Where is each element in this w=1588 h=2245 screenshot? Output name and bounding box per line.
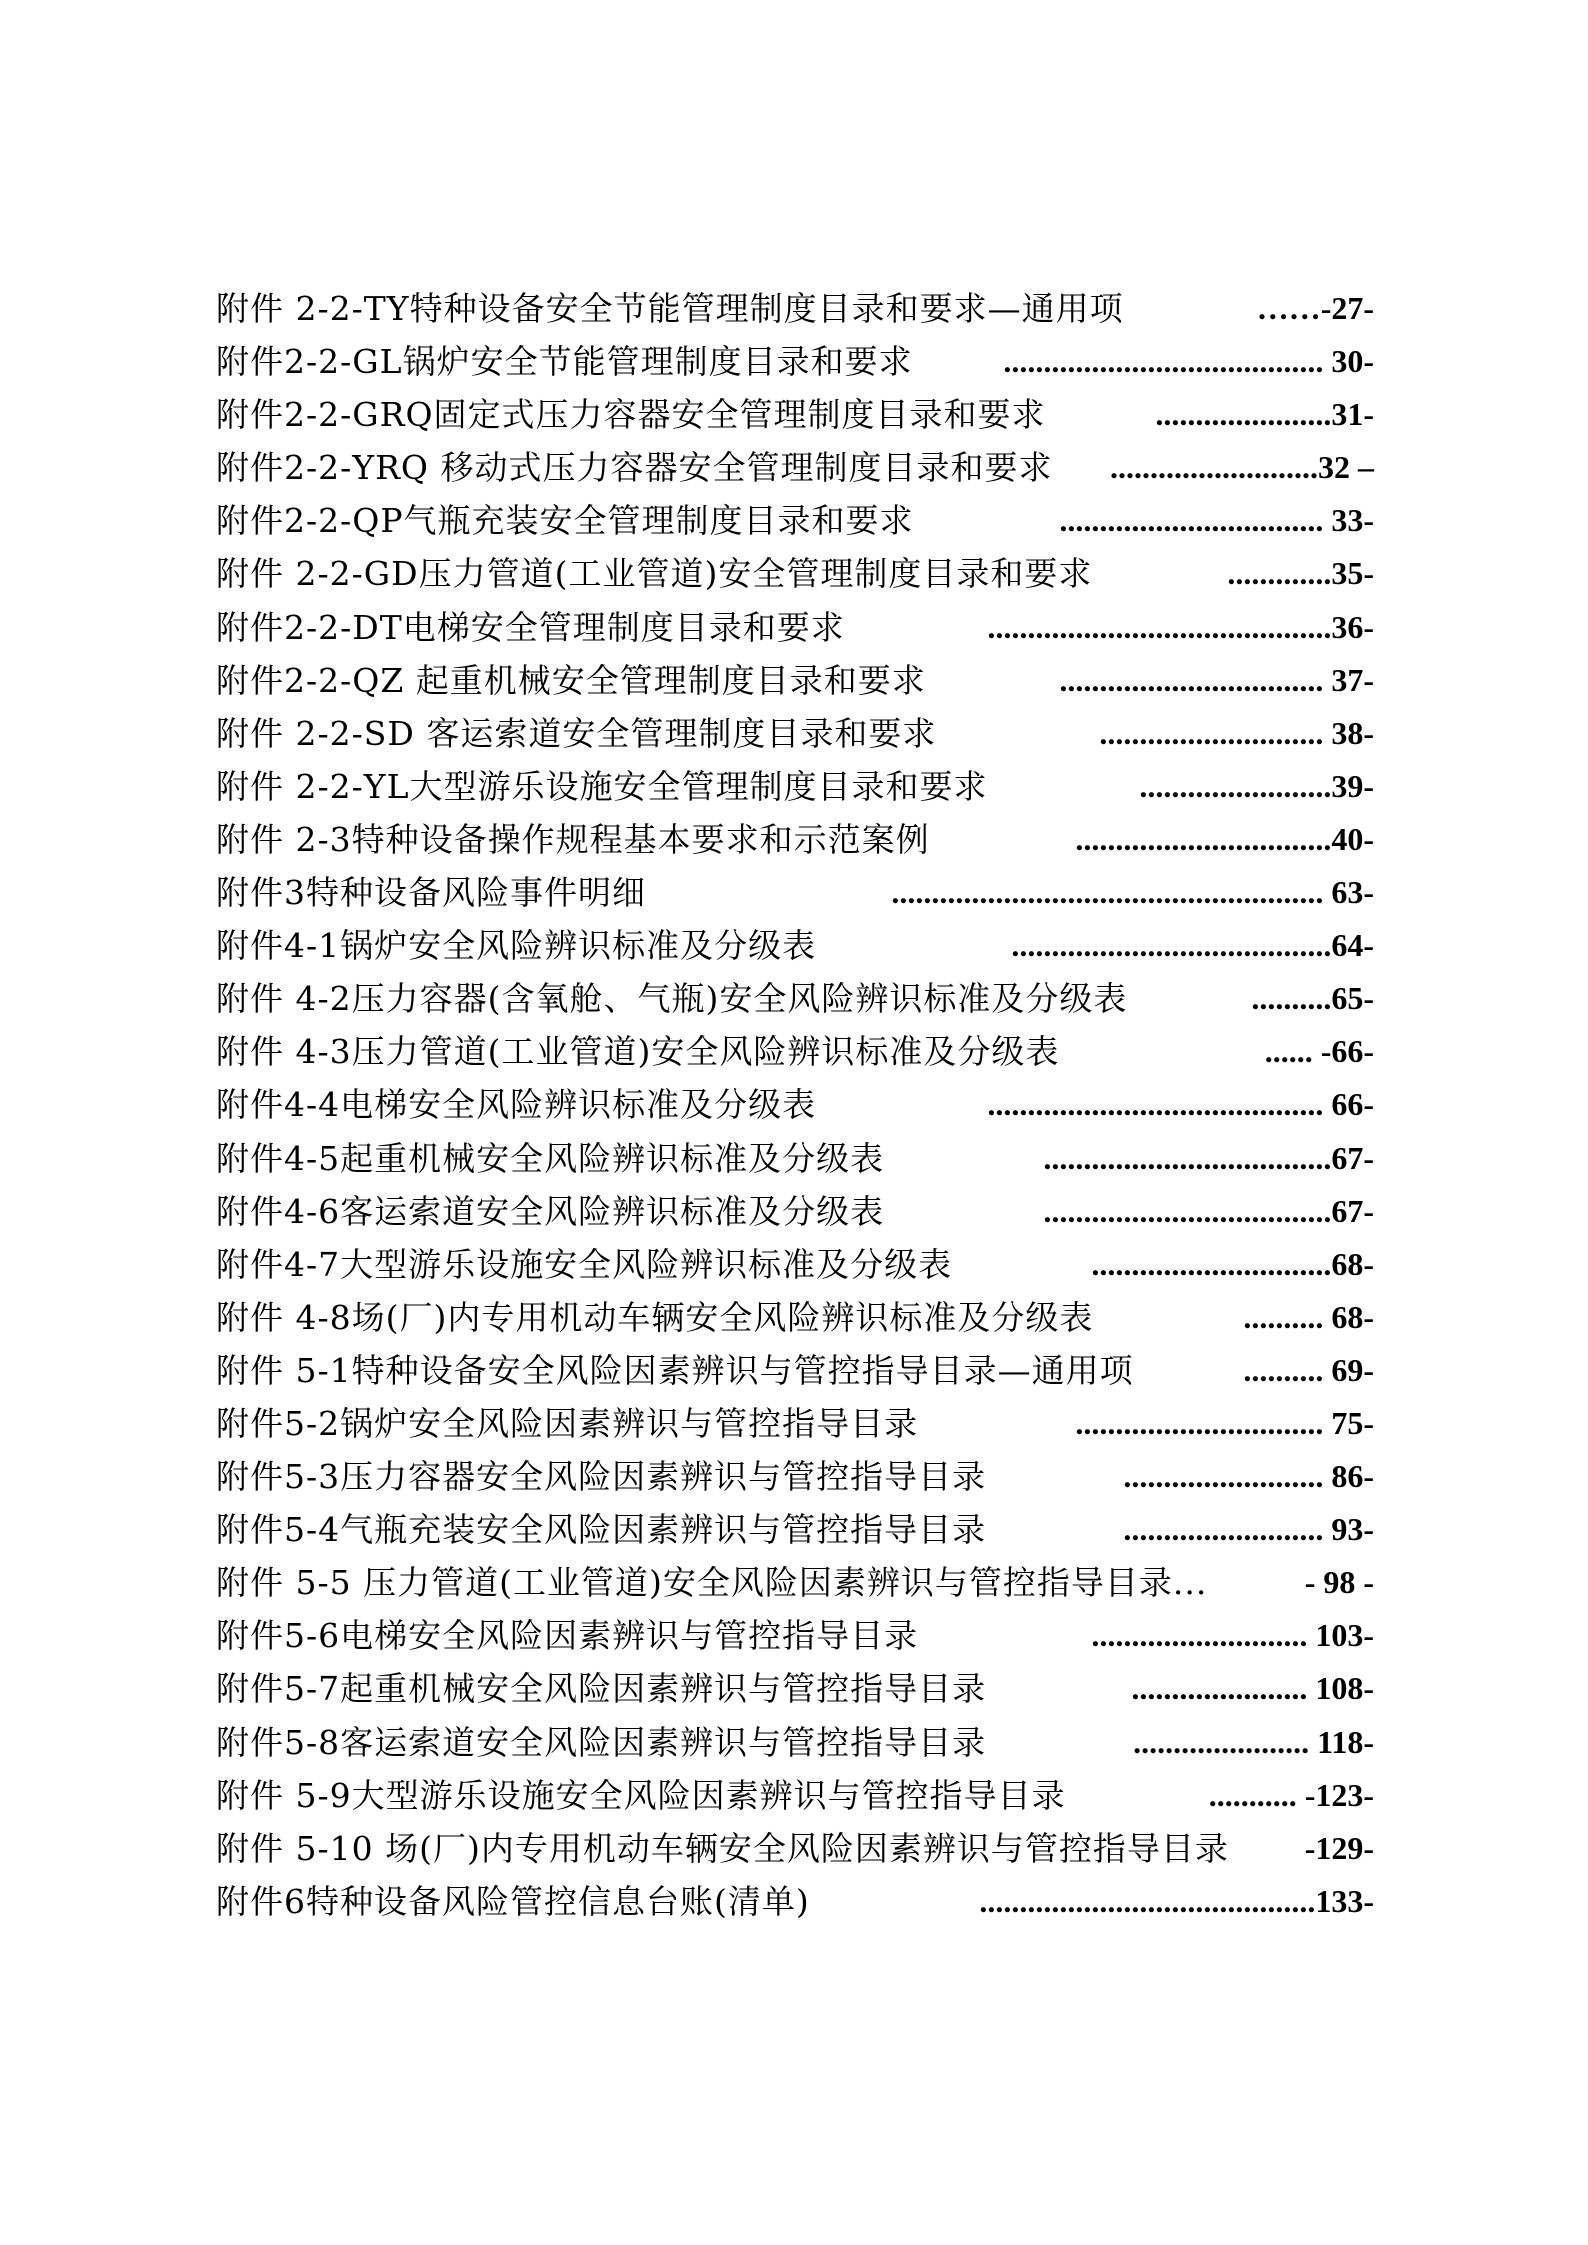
toc-entry-page-number: ........................39- (1139, 767, 1374, 804)
toc-entry-title: 附件5-2锅炉安全风险因素辨识与管控指导目录 (216, 1403, 919, 1443)
toc-entry-page-number: ................................. 33- (1059, 502, 1374, 539)
toc-entry[interactable] (216, 654, 1396, 707)
toc-entry-page-number: ....................................67- (1043, 1139, 1374, 1176)
toc-entry-title: 附件 4-3压力管道(工业管道)安全风险辨识标准及分级表 (216, 1032, 1060, 1072)
toc-entry[interactable] (216, 1450, 1396, 1503)
toc-entry-title: 附件 4-2压力容器(含氧舱、气瓶)安全风险辨识标准及分级表 (216, 979, 1128, 1019)
toc-entry[interactable] (216, 972, 1396, 1025)
toc-entry[interactable] (216, 388, 1396, 441)
toc-entry[interactable] (216, 282, 1396, 335)
toc-entry-title: 附件 2-2-SD 客运索道安全管理制度目录和要求 (216, 713, 937, 753)
toc-entry-title: 附件2-2-GRQ固定式压力容器安全管理制度目录和要求 (216, 395, 1046, 435)
toc-entry-title: 附件4-7大型游乐设施安全风险辨识标准及分级表 (216, 1244, 953, 1284)
toc-entry-title: 附件5-4气瓶充装安全风险因素辨识与管控指导目录 (216, 1510, 987, 1550)
toc-entry-page-number: ..........................................133- (979, 1882, 1374, 1919)
toc-entry[interactable] (216, 919, 1396, 972)
toc-entry-page-number: ......................... 86- (1123, 1458, 1374, 1495)
toc-entry-page-number: ..........................32 – (1110, 449, 1374, 486)
toc-entry[interactable] (216, 1185, 1396, 1238)
toc-entry-title: 附件2-2-YRQ 移动式压力容器安全管理制度目录和要求 (216, 448, 1053, 488)
toc-entry-page-number: ...... -66- (1264, 1033, 1374, 1070)
toc-entry[interactable] (216, 1875, 1396, 1928)
toc-entry-page-number: .......... 69- (1243, 1351, 1374, 1388)
toc-entry-title: 附件4-1锅炉安全风险辨识标准及分级表 (216, 926, 817, 966)
toc-entry[interactable] (216, 601, 1396, 654)
toc-entry-page-number: .......... 68- (1243, 1298, 1374, 1335)
toc-entry-page-number: ................................40- (1075, 820, 1374, 857)
toc-entry-title: 附件6特种设备风险管控信息台账(清单) (216, 1881, 810, 1921)
toc-entry[interactable] (216, 866, 1396, 919)
toc-entry-page-number: ...................................................... 63- (891, 874, 1374, 911)
toc-entry-title: 附件 2-2-TY特种设备安全节能管理制度目录和要求—通用项 (216, 289, 1124, 328)
toc-entry-title: 附件2-2-DT电梯安全管理制度目录和要求 (216, 607, 845, 647)
toc-entry[interactable] (216, 707, 1396, 760)
toc-entry[interactable] (216, 1344, 1396, 1397)
toc-entry-page-number: ...................... 108- (1131, 1670, 1374, 1707)
toc-entry-page-number: ..........65- (1251, 980, 1374, 1017)
toc-entry[interactable] (216, 1132, 1396, 1185)
toc-entry-title: 附件 4-8场(厂)内专用机动车辆安全风险辨识标准及分级表 (216, 1297, 1094, 1337)
toc-entry[interactable] (216, 760, 1396, 813)
toc-entry[interactable] (216, 1291, 1396, 1344)
toc-entry-title: 附件5-7起重机械安全风险因素辨识与管控指导目录 (216, 1669, 987, 1709)
toc-entry-page-number: ..............................68- (1091, 1245, 1374, 1282)
toc-entry-page-number: ............................ 38- (1099, 714, 1374, 751)
toc-entry-title: 附件4-6客运索道安全风险辨识标准及分级表 (216, 1191, 885, 1231)
toc-entry-page-number: ...........................................36- (987, 608, 1374, 645)
toc-entry-page-number: .............35- (1227, 555, 1374, 592)
toc-entry-title: 附件 2-3特种设备操作规程基本要求和示范案例 (216, 819, 930, 859)
toc-entry-page-number: ........................................ 30- (1003, 343, 1374, 380)
toc-entry-title: 附件 2-2-GD压力管道(工业管道)安全管理制度目录和要求 (216, 554, 1093, 594)
toc-entry-title: 附件5-8客运索道安全风险因素辨识与管控指导目录 (216, 1722, 987, 1762)
toc-entry[interactable] (216, 335, 1396, 388)
toc-entry-page-number: ……-27- (1256, 290, 1374, 326)
toc-entry-title: 附件2-2-QP气瓶充装安全管理制度目录和要求 (216, 501, 914, 541)
toc-entry-page-number: ........... -123- (1208, 1776, 1374, 1813)
toc-entry-page-number: ............................... 75- (1075, 1404, 1374, 1441)
toc-entry[interactable] (216, 1025, 1396, 1078)
toc-entry-page-number: ................................. 37- (1059, 661, 1374, 698)
toc-entry-title: 附件2-2-QZ 起重机械安全管理制度目录和要求 (216, 660, 926, 700)
toc-entry-page-number: - 98 - (1304, 1564, 1374, 1601)
toc-entry-title: 附件2-2-GL锅炉安全节能管理制度目录和要求 (216, 342, 913, 382)
toc-entry-title: 附件3特种设备风险事件明细 (216, 873, 646, 913)
toc-entry[interactable] (216, 1397, 1396, 1450)
toc-entry-title: 附件 5-1特种设备安全风险因素辨识与管控指导目录—通用项 (216, 1350, 1134, 1390)
toc-entry[interactable] (216, 1822, 1396, 1875)
toc-entry[interactable] (216, 813, 1396, 866)
toc-entry-title: 附件5-6电梯安全风险因素辨识与管控指导目录 (216, 1616, 919, 1656)
toc-entry-page-number: ........................... 103- (1091, 1617, 1374, 1654)
toc-entry[interactable] (216, 1078, 1396, 1131)
toc-entry-page-number: .......................................... 66- (987, 1086, 1374, 1123)
toc-entry[interactable] (216, 1238, 1396, 1291)
toc-entry-title: 附件 5-10 场(厂)内专用机动车辆安全风险因素辨识与管控指导目录 (216, 1828, 1229, 1868)
toc-entry[interactable] (216, 547, 1396, 600)
toc-entry[interactable] (216, 1769, 1396, 1822)
toc-entry-page-number: ........................................64- (1011, 927, 1374, 964)
toc-entry[interactable] (216, 1609, 1396, 1662)
toc-entry-title: 附件4-5起重机械安全风险辨识标准及分级表 (216, 1138, 885, 1178)
toc-entry[interactable] (216, 441, 1396, 494)
toc-entry-page-number: ......................... 93- (1123, 1511, 1374, 1548)
toc-entry-title: 附件 2-2-YL大型游乐设施安全管理制度目录和要求 (216, 766, 988, 806)
toc-entry-title: 附件5-3压力容器安全风险因素辨识与管控指导目录 (216, 1457, 987, 1497)
toc-entry-title: 附件 5-5 压力管道(工业管道)安全风险因素辨识与管控指导目录... (216, 1563, 1208, 1603)
toc-entry[interactable] (216, 494, 1396, 547)
toc-entry[interactable] (216, 1503, 1396, 1556)
table-of-contents (216, 282, 1396, 1928)
toc-entry[interactable] (216, 1662, 1396, 1715)
toc-entry-page-number: -129- (1304, 1829, 1374, 1866)
toc-entry-page-number: ......................31- (1155, 396, 1374, 433)
toc-entry[interactable] (216, 1716, 1396, 1769)
toc-entry-title: 附件4-4电梯安全风险辨识标准及分级表 (216, 1085, 817, 1125)
toc-entry-page-number: ...................... 118- (1133, 1723, 1374, 1760)
toc-entry-page-number: ....................................67- (1043, 1192, 1374, 1229)
toc-entry-title: 附件 5-9大型游乐设施安全风险因素辨识与管控指导目录 (216, 1775, 1066, 1815)
toc-entry[interactable] (216, 1556, 1396, 1609)
